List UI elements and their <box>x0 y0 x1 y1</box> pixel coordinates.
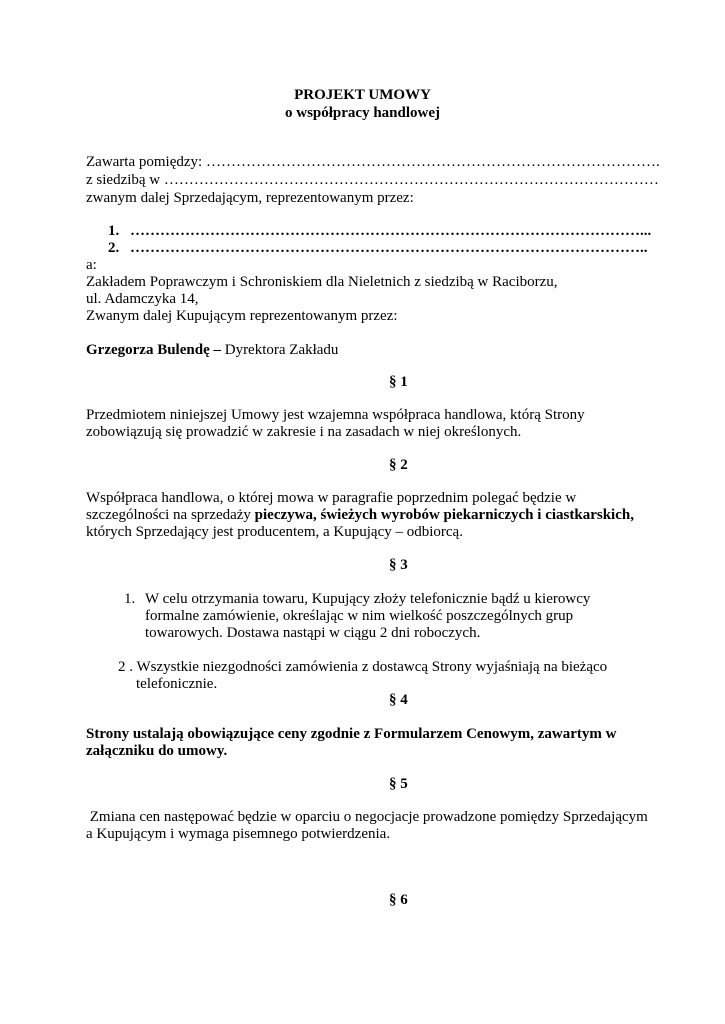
director-role: Dyrektora Zakładu <box>220 342 339 358</box>
representative-1 <box>108 222 651 240</box>
section-3-item-1-line: formalne zamówienie, określając w nim wielkość poszczególnych grup <box>145 608 574 624</box>
representative-2-dots: ………………………………………………………………………………………….. <box>130 240 648 256</box>
section-1-line: Przedmiotem niniejszej Umowy jest wzajemna współpraca handlowa, którą Strony <box>86 407 585 423</box>
director-name: Grzegorza Bulendę – <box>86 342 221 358</box>
representative-2-number: 2. <box>108 240 120 256</box>
section-3-heading: § 3 <box>389 557 408 573</box>
section-2-line: których Sprzedający jest producentem, a Kupujący – odbiorcą. <box>86 524 463 540</box>
parties-adres: ul. Adamczyka 14, <box>86 291 199 307</box>
section-2-products: pieczywa, świeżych wyrobów piekarniczych i ciastkarskich, <box>254 507 634 523</box>
representative-1-number: 1. <box>108 223 120 239</box>
parties-zaklad: Zakładem Poprawczym i Schroniskiem dla Nieletnich z siedzibą w Raciborzu, <box>86 274 558 290</box>
section-6-heading: § 6 <box>389 892 408 908</box>
section-1-line: zobowiązują się prowadzić w zakresie i na zasadach w niej określonych. <box>86 424 522 440</box>
section-2-line <box>86 506 634 524</box>
representative-2 <box>108 239 648 257</box>
section-4-heading: § 4 <box>389 692 408 708</box>
parties-zwanym-kupujacy: Zwanym dalej Kupującym reprezentowanym przez: <box>86 308 398 324</box>
section-1-heading: § 1 <box>389 374 408 390</box>
document-subtitle: o współpracy handlowej <box>284 105 441 121</box>
section-3-item-2-line: 2 . Wszystkie niezgodności zamówienia z dostawcą Strony wyjaśniają na bieżąco <box>118 659 608 675</box>
section-2-line: Współpraca handlowa, o której mowa w paragrafie poprzednim polegać będzie w <box>86 490 577 506</box>
parties-zawarta: Zawarta pomiędzy: ………………………………………………………………………………. <box>86 154 660 170</box>
representative-director <box>86 341 338 359</box>
representative-1-dots: …………………………………………………………………………………………... <box>130 223 652 239</box>
section-2-line-text: szczególności na sprzedaży <box>86 507 255 523</box>
section-3-item-2-line: telefonicznie. <box>136 676 218 692</box>
parties-siedziba: z siedzibą w ……………………………………………………………………………………… <box>86 172 659 188</box>
section-2-heading: § 2 <box>389 457 408 473</box>
section-3-item-1-number: 1. <box>124 591 136 607</box>
section-4-line: Strony ustalają obowiązujące ceny zgodnie z Formularzem Cenowym, zawartym w <box>86 726 617 742</box>
document-title: PROJEKT UMOWY <box>294 87 431 103</box>
section-5-line: a Kupującym i wymaga pisemnego potwierdzenia. <box>86 826 391 842</box>
parties-zwanym-sprzedajacy: zwanym dalej Sprzedającym, reprezentowanym przez: <box>86 190 414 206</box>
section-4-line: załączniku do umowy. <box>86 743 228 759</box>
section-3-item-1-line: W celu otrzymania towaru, Kupujący złoży telefonicznie bądź u kierowcy <box>145 591 591 607</box>
parties-a: a: <box>86 257 97 273</box>
section-5-heading: § 5 <box>389 776 408 792</box>
section-5-line: Zmiana cen następować będzie w oparciu o negocjacje prowadzone pomiędzy Sprzedającym <box>86 809 648 825</box>
section-3-item-1-line: towarowych. Dostawa nastąpi w ciągu 2 dni roboczych. <box>145 625 481 641</box>
